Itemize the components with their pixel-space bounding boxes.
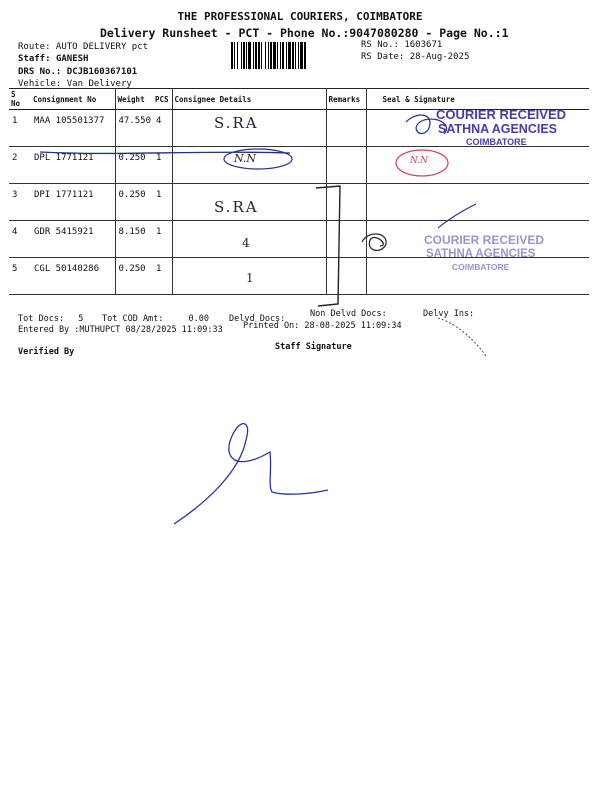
row-sno: 3 [9, 184, 31, 221]
delvy-ins: Delvy Ins: [423, 309, 475, 319]
row-sno: 1 [9, 110, 31, 147]
tot-cod-label: Tot COD Amt: [102, 314, 164, 324]
staff-label: Staff: [18, 54, 51, 64]
rs-date: RS Date: 28-Aug-2025 [361, 52, 470, 62]
company-name: THE PROFESSIONAL COURIERS, COIMBATORE [177, 10, 423, 23]
tot-docs [18, 314, 83, 324]
row-pcs: 4 [153, 110, 172, 147]
runsheet-title: Delivery Runsheet - PCT - Phone No.:9047080280 - Page No.:1 [100, 26, 509, 40]
row-weight: 0.250 [115, 258, 153, 295]
tot-cod-value: 0.00 [188, 314, 210, 324]
consignee-hand-4: 4 [242, 236, 250, 250]
consignee-hand-5: 1 [246, 271, 254, 285]
signature-tick [438, 318, 486, 356]
staff-signature-label: Staff Signature [275, 342, 352, 352]
col-consignment: Consignment No [31, 89, 115, 110]
col-weight: Weight [115, 89, 153, 110]
consignee-hand-3: S.RA [214, 198, 259, 216]
drs-label: DRS No.: [18, 67, 62, 77]
tot-cod [102, 314, 209, 324]
consignee-hand-2: N.N [234, 152, 257, 165]
stamp-line-1: COURIER RECEIVED [436, 107, 567, 122]
row-consignment: DPL 1771121 [31, 147, 115, 184]
consignee-hand-1: S.RA [214, 114, 259, 132]
entered-by: Entered By :MUTHUPCT 08/28/2025 11:09:33 [18, 325, 223, 335]
row-pcs: 1 [153, 258, 172, 295]
verified-by: Verified By [18, 347, 75, 357]
staff-value: GANESH [55, 54, 89, 64]
non-delvd-docs: Non Delvd Docs: [310, 309, 387, 319]
row-consignment: GDR 5415921 [31, 221, 115, 258]
remarks-scribble [362, 234, 386, 250]
printed-on: Printed On: 28-08-2025 11:09:34 [243, 321, 402, 331]
row-weight: 47.550 [115, 110, 153, 147]
col-remarks: Remarks [326, 89, 366, 110]
stamp2-line-3: COIMBATORE [452, 262, 510, 272]
seal-signature-2 [438, 204, 476, 228]
row-weight: 0.250 [115, 147, 153, 184]
row-pcs: 1 [153, 147, 172, 184]
vehicle: Vehicle: Van Delivery [18, 79, 132, 89]
staff-signature-scrawl [174, 424, 328, 524]
tot-docs-label: Tot Docs: [18, 314, 65, 324]
row-consignment: CGL 50140286 [31, 258, 115, 295]
tot-docs-value: 5 [78, 314, 84, 324]
drs-value: DCJB160367101 [66, 67, 138, 77]
row-consignment: DPI 1771121 [31, 184, 115, 221]
row-sno: 2 [9, 147, 31, 184]
stamp2-line-2: SATHNA AGENCIES [426, 248, 536, 260]
row-pcs: 1 [153, 221, 172, 258]
row-weight: 8.150 [115, 221, 153, 258]
stamp-line-2: SATHNA AGENCIES [438, 122, 557, 136]
row-weight: 0.250 [115, 184, 153, 221]
red-nn-mark: N.N [410, 156, 429, 166]
rs-number: RS No.: 1603671 [361, 40, 443, 50]
col-pcs: PCS [153, 89, 172, 110]
route: Route: AUTO DELIVERY pct [18, 42, 149, 52]
bracket-mark [316, 186, 340, 306]
delvd-docs: Delvd Docs: [229, 314, 286, 324]
stamp-line-3: COIMBATORE [466, 137, 527, 147]
col-sno: S No [9, 89, 31, 110]
col-seal-signature: Seal & Signature [366, 89, 589, 110]
stamp2-line-1: COURIER RECEIVED [424, 233, 545, 247]
col-consignee: Consignee Details [172, 89, 326, 110]
row-consignment: MAA 105501377 [31, 110, 115, 147]
row-pcs: 1 [153, 184, 172, 221]
row-sno: 5 [9, 258, 31, 295]
row-sno: 4 [9, 221, 31, 258]
